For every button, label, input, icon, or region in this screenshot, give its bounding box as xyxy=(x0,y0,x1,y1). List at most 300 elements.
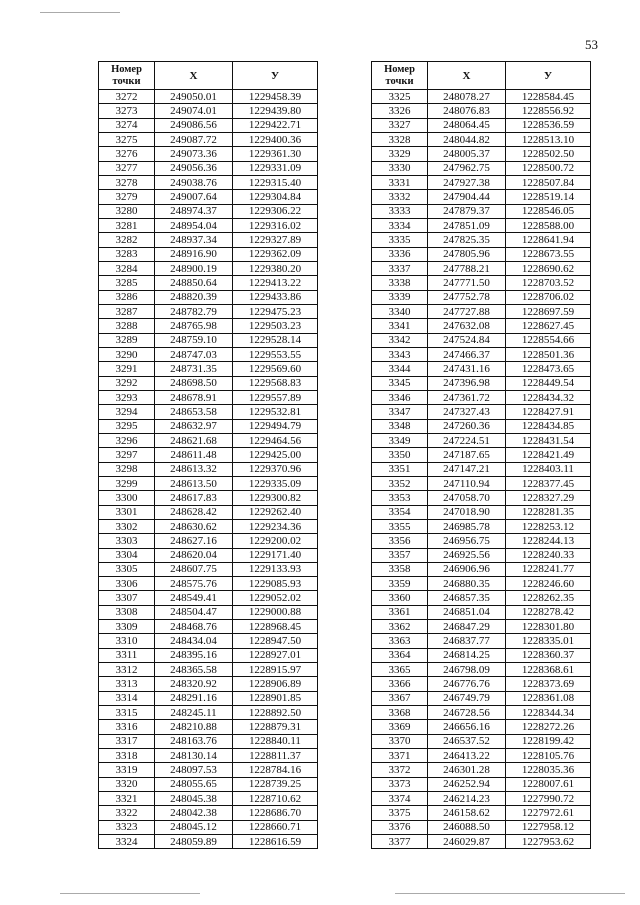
cell-y: 1228686.70 xyxy=(233,806,318,820)
cell-x: 248782.79 xyxy=(155,304,233,318)
cell-point-number: 3287 xyxy=(99,304,155,318)
cell-x: 247327.43 xyxy=(428,405,506,419)
cell-point-number: 3353 xyxy=(372,491,428,505)
cell-x: 249086.56 xyxy=(155,118,233,132)
cell-y: 1228262.35 xyxy=(506,591,591,605)
cell-point-number: 3284 xyxy=(99,261,155,275)
cell-point-number: 3301 xyxy=(99,505,155,519)
cell-y: 1229133.93 xyxy=(233,562,318,576)
cell-point-number: 3361 xyxy=(372,605,428,619)
cell-y: 1228811.37 xyxy=(233,749,318,763)
cell-point-number: 3322 xyxy=(99,806,155,820)
cell-y: 1229200.02 xyxy=(233,534,318,548)
cell-y: 1229413.22 xyxy=(233,276,318,290)
cell-point-number: 3376 xyxy=(372,820,428,834)
cell-x: 248617.83 xyxy=(155,491,233,505)
table-header-row xyxy=(99,62,318,90)
table-row xyxy=(372,319,591,333)
cell-point-number: 3279 xyxy=(99,190,155,204)
table-row xyxy=(99,749,318,763)
cell-y: 1228246.60 xyxy=(506,577,591,591)
cell-y: 1228427.91 xyxy=(506,405,591,419)
table-row xyxy=(99,677,318,691)
cell-x: 248130.14 xyxy=(155,749,233,763)
table-row xyxy=(372,806,591,820)
cell-y: 1229557.89 xyxy=(233,390,318,404)
cell-point-number: 3362 xyxy=(372,620,428,634)
table-row xyxy=(99,562,318,576)
header-y: У xyxy=(233,62,318,90)
cell-point-number: 3328 xyxy=(372,132,428,146)
cell-x: 248850.64 xyxy=(155,276,233,290)
cell-x: 248698.50 xyxy=(155,376,233,390)
cell-x: 248055.65 xyxy=(155,777,233,791)
table-row xyxy=(372,218,591,232)
table-row xyxy=(372,276,591,290)
cell-y: 1228335.01 xyxy=(506,634,591,648)
table-row xyxy=(99,433,318,447)
cell-x: 248759.10 xyxy=(155,333,233,347)
table-row xyxy=(99,161,318,175)
cell-point-number: 3364 xyxy=(372,648,428,662)
cell-x: 246906.96 xyxy=(428,562,506,576)
table-row xyxy=(372,548,591,562)
cell-x: 247771.50 xyxy=(428,276,506,290)
table-row xyxy=(372,333,591,347)
table-row xyxy=(99,261,318,275)
table-row xyxy=(372,433,591,447)
cell-y: 1228449.54 xyxy=(506,376,591,390)
cell-y: 1228840.11 xyxy=(233,734,318,748)
table-row xyxy=(372,147,591,161)
cell-y: 1228584.45 xyxy=(506,90,591,104)
cell-point-number: 3311 xyxy=(99,648,155,662)
cell-point-number: 3276 xyxy=(99,147,155,161)
cell-point-number: 3306 xyxy=(99,577,155,591)
cell-y: 1228706.02 xyxy=(506,290,591,304)
cell-y: 1228739.25 xyxy=(233,777,318,791)
cell-y: 1229458.39 xyxy=(233,90,318,104)
table-row xyxy=(99,591,318,605)
cell-point-number: 3273 xyxy=(99,104,155,118)
cell-x: 246880.35 xyxy=(428,577,506,591)
cell-x: 248076.83 xyxy=(428,104,506,118)
cell-point-number: 3372 xyxy=(372,763,428,777)
cell-x: 247727.88 xyxy=(428,304,506,318)
cell-x: 248434.04 xyxy=(155,634,233,648)
cell-point-number: 3351 xyxy=(372,462,428,476)
cell-x: 246851.04 xyxy=(428,605,506,619)
cell-point-number: 3309 xyxy=(99,620,155,634)
cell-x: 247524.84 xyxy=(428,333,506,347)
cell-y: 1228588.00 xyxy=(506,218,591,232)
cell-point-number: 3285 xyxy=(99,276,155,290)
cell-y: 1228199.42 xyxy=(506,734,591,748)
cell-x: 246985.78 xyxy=(428,519,506,533)
table-row xyxy=(372,362,591,376)
cell-x: 246837.77 xyxy=(428,634,506,648)
cell-y: 1227972.61 xyxy=(506,806,591,820)
cell-y: 1228272.26 xyxy=(506,720,591,734)
table-row xyxy=(372,491,591,505)
table-row xyxy=(99,806,318,820)
cell-x: 247361.72 xyxy=(428,390,506,404)
cell-point-number: 3358 xyxy=(372,562,428,576)
cell-point-number: 3354 xyxy=(372,505,428,519)
cell-point-number: 3300 xyxy=(99,491,155,505)
cell-y: 1228344.34 xyxy=(506,706,591,720)
cell-point-number: 3337 xyxy=(372,261,428,275)
cell-x: 246088.50 xyxy=(428,820,506,834)
cell-y: 1229475.23 xyxy=(233,304,318,318)
cell-y: 1227953.62 xyxy=(506,835,591,849)
cell-y: 1228507.84 xyxy=(506,175,591,189)
cell-point-number: 3294 xyxy=(99,405,155,419)
cell-x: 248613.50 xyxy=(155,476,233,490)
cell-y: 1229380.20 xyxy=(233,261,318,275)
table-row xyxy=(372,763,591,777)
cell-point-number: 3368 xyxy=(372,706,428,720)
cell-x: 246847.29 xyxy=(428,620,506,634)
table-row xyxy=(372,677,591,691)
cell-x: 248630.62 xyxy=(155,519,233,533)
table-row xyxy=(372,562,591,576)
table-row xyxy=(99,519,318,533)
table-row xyxy=(372,161,591,175)
table-row xyxy=(372,347,591,361)
table-row xyxy=(99,763,318,777)
cell-point-number: 3331 xyxy=(372,175,428,189)
cell-point-number: 3281 xyxy=(99,218,155,232)
cell-y: 1228519.14 xyxy=(506,190,591,204)
header-point-number-line2: точки xyxy=(112,75,141,87)
cell-point-number: 3371 xyxy=(372,749,428,763)
cell-x: 248974.37 xyxy=(155,204,233,218)
table-row xyxy=(99,132,318,146)
table-row xyxy=(99,333,318,347)
cell-y: 1228703.52 xyxy=(506,276,591,290)
cell-y: 1229304.84 xyxy=(233,190,318,204)
cell-y: 1228473.65 xyxy=(506,362,591,376)
cell-point-number: 3360 xyxy=(372,591,428,605)
table-row xyxy=(372,419,591,433)
table-row xyxy=(99,835,318,849)
table-header-row xyxy=(372,62,591,90)
cell-point-number: 3347 xyxy=(372,405,428,419)
table-row xyxy=(99,720,318,734)
cell-x: 249087.72 xyxy=(155,132,233,146)
cell-y: 1229553.55 xyxy=(233,347,318,361)
table-row xyxy=(99,390,318,404)
cell-y: 1229300.82 xyxy=(233,491,318,505)
cell-point-number: 3292 xyxy=(99,376,155,390)
cell-y: 1228007.61 xyxy=(506,777,591,791)
cell-point-number: 3339 xyxy=(372,290,428,304)
cell-point-number: 3326 xyxy=(372,104,428,118)
table-row xyxy=(99,777,318,791)
cell-y: 1228240.33 xyxy=(506,548,591,562)
cell-x: 248820.39 xyxy=(155,290,233,304)
cell-x: 249073.36 xyxy=(155,147,233,161)
cell-y: 1229370.96 xyxy=(233,462,318,476)
scan-edge-bottom-right xyxy=(395,893,625,894)
table-row xyxy=(372,233,591,247)
header-point-number-line1: Номер xyxy=(111,63,142,75)
cell-x: 248621.68 xyxy=(155,433,233,447)
cell-point-number: 3317 xyxy=(99,734,155,748)
table-row xyxy=(99,290,318,304)
table-row xyxy=(99,204,318,218)
table-row xyxy=(99,491,318,505)
cell-x: 249056.36 xyxy=(155,161,233,175)
cell-y: 1229433.86 xyxy=(233,290,318,304)
cell-y: 1229494.79 xyxy=(233,419,318,433)
cell-point-number: 3327 xyxy=(372,118,428,132)
page-number: 53 xyxy=(585,37,598,52)
cell-point-number: 3315 xyxy=(99,706,155,720)
table-row xyxy=(99,648,318,662)
cell-x: 248245.11 xyxy=(155,706,233,720)
cell-point-number: 3349 xyxy=(372,433,428,447)
cell-x: 246301.28 xyxy=(428,763,506,777)
cell-point-number: 3320 xyxy=(99,777,155,791)
table-row xyxy=(372,505,591,519)
header-x: X xyxy=(155,62,233,90)
cell-x: 248097.53 xyxy=(155,763,233,777)
cell-y: 1228616.59 xyxy=(233,835,318,849)
cell-point-number: 3334 xyxy=(372,218,428,232)
cell-y: 1228105.76 xyxy=(506,749,591,763)
cell-point-number: 3289 xyxy=(99,333,155,347)
table-row xyxy=(372,835,591,849)
cell-x: 246728.56 xyxy=(428,706,506,720)
cell-point-number: 3291 xyxy=(99,362,155,376)
table-row xyxy=(372,190,591,204)
cell-point-number: 3295 xyxy=(99,419,155,433)
cell-point-number: 3366 xyxy=(372,677,428,691)
cell-y: 1229425.00 xyxy=(233,448,318,462)
cell-x: 246749.79 xyxy=(428,691,506,705)
scan-edge-top xyxy=(40,12,120,13)
cell-point-number: 3275 xyxy=(99,132,155,146)
cell-y: 1228513.10 xyxy=(506,132,591,146)
cell-point-number: 3343 xyxy=(372,347,428,361)
cell-y: 1228690.62 xyxy=(506,261,591,275)
cell-y: 1228281.35 xyxy=(506,505,591,519)
cell-x: 246252.94 xyxy=(428,777,506,791)
cell-y: 1229234.36 xyxy=(233,519,318,533)
cell-y: 1229568.83 xyxy=(233,376,318,390)
cell-point-number: 3304 xyxy=(99,548,155,562)
cell-x: 248044.82 xyxy=(428,132,506,146)
table-row xyxy=(372,734,591,748)
table-row xyxy=(372,777,591,791)
cell-x: 248607.75 xyxy=(155,562,233,576)
table-row xyxy=(372,519,591,533)
cell-x: 248731.35 xyxy=(155,362,233,376)
table-row xyxy=(99,605,318,619)
cell-point-number: 3370 xyxy=(372,734,428,748)
cell-point-number: 3308 xyxy=(99,605,155,619)
cell-x: 248045.12 xyxy=(155,820,233,834)
cell-point-number: 3278 xyxy=(99,175,155,189)
table-row xyxy=(372,663,591,677)
table-row xyxy=(372,706,591,720)
cell-point-number: 3332 xyxy=(372,190,428,204)
cell-point-number: 3302 xyxy=(99,519,155,533)
table-row xyxy=(99,276,318,290)
cell-x: 246656.16 xyxy=(428,720,506,734)
table-row xyxy=(372,261,591,275)
cell-point-number: 3345 xyxy=(372,376,428,390)
table-row xyxy=(99,820,318,834)
cell-point-number: 3325 xyxy=(372,90,428,104)
table-row xyxy=(99,233,318,247)
table-row xyxy=(372,820,591,834)
cell-x: 247879.37 xyxy=(428,204,506,218)
table-row xyxy=(99,147,318,161)
cell-y: 1228421.49 xyxy=(506,448,591,462)
cell-x: 246857.35 xyxy=(428,591,506,605)
cell-x: 248628.42 xyxy=(155,505,233,519)
table-row xyxy=(99,505,318,519)
cell-y: 1229503.23 xyxy=(233,319,318,333)
table-row xyxy=(372,390,591,404)
cell-y: 1229306.22 xyxy=(233,204,318,218)
cell-point-number: 3329 xyxy=(372,147,428,161)
cell-y: 1228710.62 xyxy=(233,792,318,806)
cell-y: 1228434.85 xyxy=(506,419,591,433)
cell-point-number: 3297 xyxy=(99,448,155,462)
cell-x: 247927.38 xyxy=(428,175,506,189)
cell-x: 248627.16 xyxy=(155,534,233,548)
table-row xyxy=(372,605,591,619)
table-row xyxy=(372,90,591,104)
cell-y: 1229316.02 xyxy=(233,218,318,232)
cell-x: 247632.08 xyxy=(428,319,506,333)
cell-x: 248059.89 xyxy=(155,835,233,849)
cell-point-number: 3365 xyxy=(372,663,428,677)
cell-x: 247018.90 xyxy=(428,505,506,519)
cell-y: 1228502.50 xyxy=(506,147,591,161)
cell-x: 248916.90 xyxy=(155,247,233,261)
cell-x: 247466.37 xyxy=(428,347,506,361)
cell-y: 1228879.31 xyxy=(233,720,318,734)
cell-point-number: 3346 xyxy=(372,390,428,404)
cell-x: 248468.76 xyxy=(155,620,233,634)
cell-y: 1228501.36 xyxy=(506,347,591,361)
cell-y: 1228697.59 xyxy=(506,304,591,318)
cell-point-number: 3336 xyxy=(372,247,428,261)
cell-y: 1228554.66 xyxy=(506,333,591,347)
cell-x: 248765.98 xyxy=(155,319,233,333)
table-row xyxy=(99,476,318,490)
cell-x: 249050.01 xyxy=(155,90,233,104)
table-row xyxy=(99,319,318,333)
cell-y: 1228368.61 xyxy=(506,663,591,677)
table-row xyxy=(99,419,318,433)
cell-y: 1229335.09 xyxy=(233,476,318,490)
cell-point-number: 3373 xyxy=(372,777,428,791)
table-row xyxy=(372,634,591,648)
cell-y: 1228536.59 xyxy=(506,118,591,132)
header-point-number xyxy=(372,62,428,90)
cell-point-number: 3288 xyxy=(99,319,155,333)
cell-x: 248042.38 xyxy=(155,806,233,820)
cell-point-number: 3348 xyxy=(372,419,428,433)
cell-point-number: 3293 xyxy=(99,390,155,404)
cell-x: 248900.19 xyxy=(155,261,233,275)
cell-y: 1228968.45 xyxy=(233,620,318,634)
cell-x: 247431.16 xyxy=(428,362,506,376)
cell-y: 1228673.55 xyxy=(506,247,591,261)
table-row xyxy=(372,132,591,146)
cell-x: 248575.76 xyxy=(155,577,233,591)
table-row xyxy=(372,448,591,462)
cell-y: 1229000.88 xyxy=(233,605,318,619)
cell-y: 1229528.14 xyxy=(233,333,318,347)
cell-x: 247825.35 xyxy=(428,233,506,247)
cell-point-number: 3310 xyxy=(99,634,155,648)
cell-y: 1229262.40 xyxy=(233,505,318,519)
table-row xyxy=(99,577,318,591)
cell-x: 247187.65 xyxy=(428,448,506,462)
cell-point-number: 3280 xyxy=(99,204,155,218)
cell-point-number: 3312 xyxy=(99,663,155,677)
cell-y: 1228431.54 xyxy=(506,433,591,447)
cell-x: 248291.16 xyxy=(155,691,233,705)
cell-point-number: 3338 xyxy=(372,276,428,290)
cell-y: 1228035.36 xyxy=(506,763,591,777)
cell-x: 248163.76 xyxy=(155,734,233,748)
cell-point-number: 3341 xyxy=(372,319,428,333)
table-row xyxy=(372,118,591,132)
cell-point-number: 3369 xyxy=(372,720,428,734)
table-row xyxy=(99,347,318,361)
cell-x: 248504.47 xyxy=(155,605,233,619)
table-row xyxy=(99,634,318,648)
cell-x: 247058.70 xyxy=(428,491,506,505)
table-row xyxy=(372,304,591,318)
cell-x: 248395.16 xyxy=(155,648,233,662)
cell-x: 246956.75 xyxy=(428,534,506,548)
cell-y: 1228660.71 xyxy=(233,820,318,834)
cell-point-number: 3356 xyxy=(372,534,428,548)
table-row xyxy=(99,548,318,562)
cell-point-number: 3350 xyxy=(372,448,428,462)
cell-point-number: 3357 xyxy=(372,548,428,562)
cell-x: 248632.97 xyxy=(155,419,233,433)
cell-y: 1228361.08 xyxy=(506,691,591,705)
table-row xyxy=(372,462,591,476)
cell-x: 247396.98 xyxy=(428,376,506,390)
table-row xyxy=(372,476,591,490)
table-row xyxy=(99,734,318,748)
cell-point-number: 3333 xyxy=(372,204,428,218)
cell-point-number: 3359 xyxy=(372,577,428,591)
table-row xyxy=(99,175,318,189)
cell-x: 246413.22 xyxy=(428,749,506,763)
coordinates-table-right xyxy=(371,61,591,849)
cell-y: 1229171.40 xyxy=(233,548,318,562)
cell-point-number: 3283 xyxy=(99,247,155,261)
cell-x: 247805.96 xyxy=(428,247,506,261)
table-row xyxy=(99,90,318,104)
cell-y: 1228627.45 xyxy=(506,319,591,333)
cell-point-number: 3377 xyxy=(372,835,428,849)
cell-y: 1228403.11 xyxy=(506,462,591,476)
cell-x: 247752.78 xyxy=(428,290,506,304)
